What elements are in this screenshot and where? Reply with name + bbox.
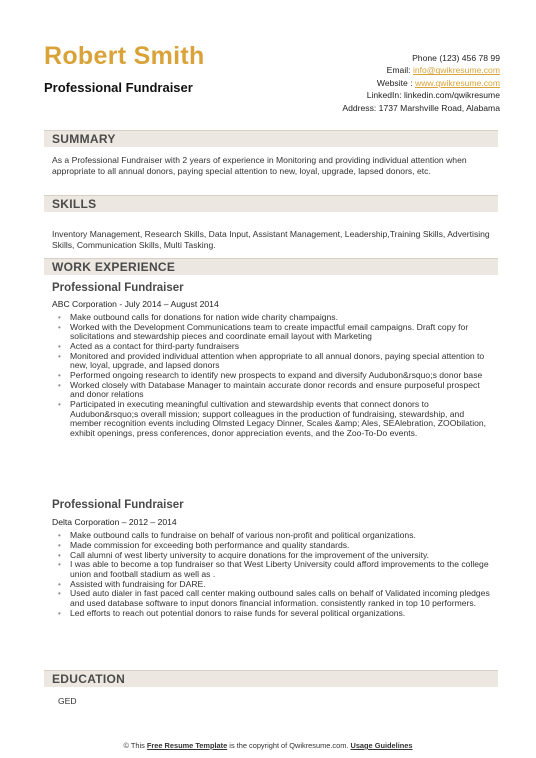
list-item: • Make outbound calls to fundraise on behalf of various non-profit and political organizations. <box>58 531 494 541</box>
job-bullets <box>58 531 494 619</box>
address-line: Address: 1737 Marshville Road, Alabama <box>342 102 500 113</box>
website-label: Website : <box>376 77 413 88</box>
email-label: Email: <box>386 65 411 76</box>
linkedin-line: LinkedIn: linkedin.com/qwikresume <box>366 90 500 101</box>
resume-header <box>44 42 500 122</box>
job-bullets <box>58 313 494 439</box>
footer-middle: is the copyright of Qwikresume.com. <box>229 741 349 750</box>
list-item: • Monitored and provided individual attention when appropriate to all annual donors, paying special attention to new, loyal, upgrade, and lapsed donors <box>58 352 494 371</box>
list-item: • I was able to become a top fundraiser so that West Liberty University could afford improvements to the college union and football stadium as well as . <box>58 560 494 579</box>
page-footer <box>0 741 536 750</box>
list-item: • Performed ongoing research to identify new prospects to expand and diversify Audubon&rsquo;s donor base <box>58 371 494 381</box>
candidate-role: Professional Fundraiser <box>44 80 193 95</box>
job-title: Professional Fundraiser <box>52 499 184 511</box>
experience-heading-bar <box>44 258 498 275</box>
education-heading-bar <box>44 670 498 687</box>
website-line <box>240 77 500 89</box>
phone-line <box>240 52 500 64</box>
list-item: • Make outbound calls for donations for nation wide charity champaigns. <box>58 313 494 323</box>
list-item: • Call alumni of west liberty university to acquire donations for the improvement of the university. <box>58 551 494 561</box>
free-resume-template-link[interactable]: Free Resume Template <box>146 741 228 750</box>
job-company: ABC Corporation - July 2014 – August 2014 <box>52 299 219 309</box>
list-item: • Led efforts to reach out potential donors to raise funds for several political organizations. <box>58 609 494 619</box>
skills-heading-bar <box>44 195 498 212</box>
list-item: • Acted as a contact for third-party fundraisers <box>58 342 494 352</box>
skills-text: Inventory Management, Research Skills, Data Input, Assistant Management, Leadership,Training Skills, Advertising Skills, Communication Skills, Multi Tasking. <box>52 229 490 250</box>
email-link[interactable]: info@qwikresume.com <box>412 65 500 76</box>
education-text: GED <box>58 696 77 706</box>
email-line <box>240 64 500 76</box>
job-title: Professional Fundraiser <box>52 282 184 294</box>
candidate-name: Robert Smith <box>44 42 205 70</box>
experience-heading: WORK EXPERIENCE <box>52 260 176 274</box>
summary-text: As a Professional Fundraiser with 2 years of experience in Monitoring and providing individual attention when appropriate to all annual donors, paying special attention to new, loyal, upgrade, lapsed donors, etc. <box>52 155 467 176</box>
job-company: Delta Corporation – 2012 – 2014 <box>52 517 177 527</box>
list-item: • Assisted with fundraising for DARE. <box>58 580 494 590</box>
summary-heading: SUMMARY <box>52 132 116 146</box>
footer-prefix: © This <box>123 741 145 750</box>
usage-guidelines-link[interactable]: Usage Guidelines <box>350 741 413 750</box>
phone-value: (123) 456 78 99 <box>439 53 500 63</box>
website-link[interactable]: www.qwikresume.com <box>414 77 500 88</box>
list-item: • Made commission for exceeding both performance and quality standards. <box>58 541 494 551</box>
summary-heading-bar <box>44 130 498 147</box>
skills-heading: SKILLS <box>52 197 97 211</box>
contact-block <box>240 52 500 114</box>
list-item: • Worked closely with Database Manager to maintain accurate donor records and ensure purposeful prospect and donor relations <box>58 381 494 400</box>
education-heading: EDUCATION <box>52 672 126 686</box>
list-item: • Used auto dialer in fast paced call center making outbound sales calls on behalf of Validated incoming pledges and used database software to input donors financial information. consistently ranked in top 10 performers. <box>58 589 494 608</box>
list-item: • Worked with the Development Communications team to create impactful email campaigns. Draft copy for solicitations and stewardship pieces and coordinate email layout with Marketing <box>58 323 494 342</box>
phone-label: Phone <box>412 53 437 63</box>
list-item: • Participated in executing meaningful cultivation and stewardship events that connect donors to Audubon&rsquo;s overall mission; support colleagues in the production of fundraising, stewardship, and member recognition events including Olmsted Legacy Dinner, Scales &amp; Ales, SEAlebration, ZOObilation, exhibit openings, press conferences, donor appreciation events, and the Zoo-To-Do events. <box>58 400 494 438</box>
